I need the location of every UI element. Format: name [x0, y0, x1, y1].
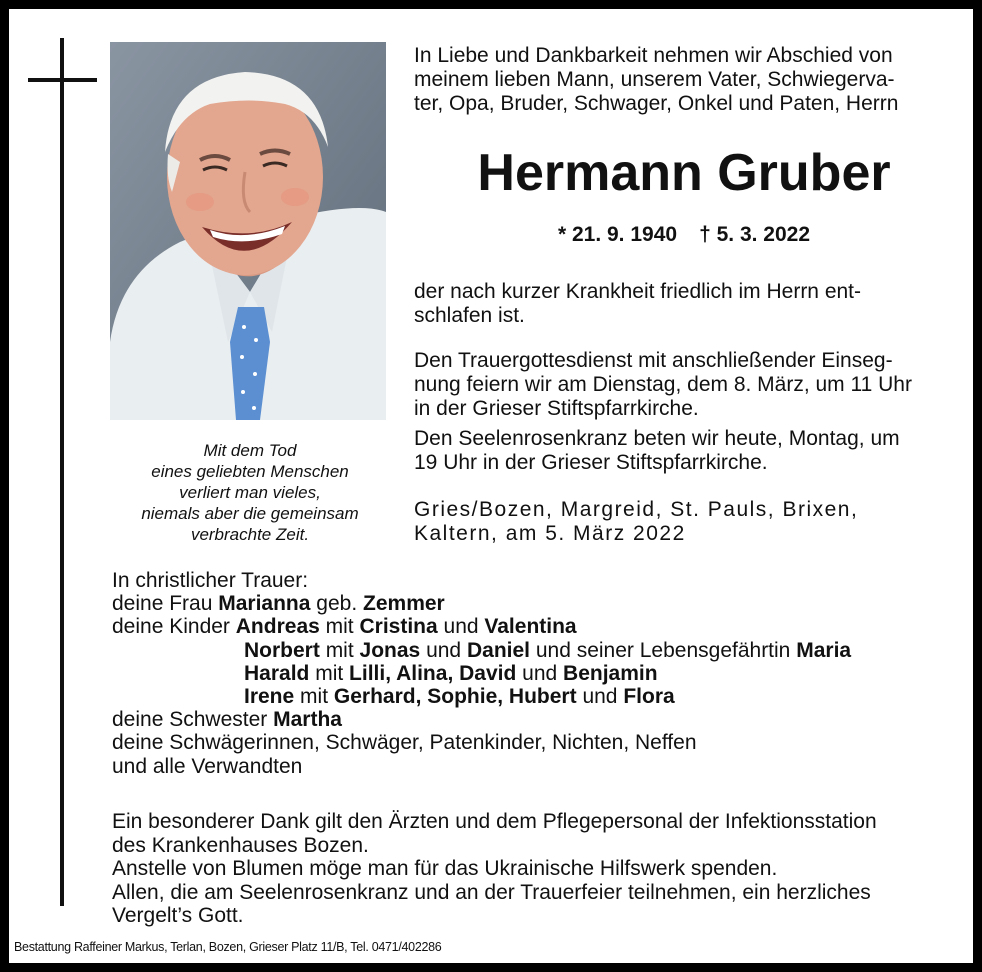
text-line: Kaltern, am 5. März 2022 — [414, 522, 686, 545]
motto-quote — [105, 440, 395, 545]
deceased-name: Hermann Gruber — [477, 144, 891, 202]
text-line: Vergelt’s Gott. — [112, 904, 244, 927]
mourner-name: Zemmer — [363, 592, 445, 616]
text-line: 19 Uhr in der Grieser Stiftspfarrkirche. — [414, 451, 768, 474]
text-line: Gries/Bozen, Margreid, St. Pauls, Brixen, — [414, 498, 859, 521]
relation-text: und seiner Lebensgefährtin — [535, 638, 791, 662]
mourner-name: Gerhard, Sophie, Hubert — [333, 685, 577, 709]
death-date: † 5. 3. 2022 — [699, 223, 811, 246]
text-line: Ein besonderer Dank gilt den Ärzten und dem Pflegepersonal der Infektionsstation — [112, 810, 877, 833]
mourner-name: Valentina — [484, 615, 577, 639]
mourner-relatives: und alle Verwandten — [112, 754, 303, 778]
text-line: Den Trauergottesdienst mit anschließender Einseg- — [414, 349, 893, 372]
relation-text: mit — [300, 685, 329, 709]
text-line: schlafen ist. — [414, 304, 525, 327]
intro-line: In Liebe und Dankbarkeit nehmen wir Abschied von — [414, 44, 893, 67]
relation-text: geb. — [316, 592, 358, 616]
mourner-name: Andreas — [235, 615, 320, 639]
mourner-name: Harald — [244, 661, 310, 685]
mourner-name: Maria — [796, 638, 852, 662]
mourner-wife — [112, 592, 952, 615]
text-line: in der Grieser Stiftspfarrkirche. — [414, 397, 699, 420]
rosary-info — [414, 427, 954, 475]
relation-text: mit — [325, 638, 354, 662]
portrait-photo — [110, 42, 386, 420]
text-line: Den Seelenrosenkranz beten wir heute, Montag, um — [414, 427, 900, 450]
text-line: der nach kurzer Krankheit friedlich im Herrn ent- — [414, 280, 862, 303]
text-line: des Krankenhauses Bozen. — [112, 833, 369, 857]
motto-line: eines geliebten Menschen — [151, 462, 349, 481]
motto-line: verliert man vieles, — [179, 483, 321, 502]
life-dates — [414, 222, 954, 248]
birth-date: * 21. 9. 1940 — [557, 223, 678, 246]
motto-line: Mit dem Tod — [203, 441, 297, 460]
motto-line: niemals aber die gemeinsam — [141, 504, 359, 523]
intro-line: ter, Opa, Bruder, Schwager, Onkel und Paten, Herrn — [414, 92, 899, 115]
mourner-name: Jonas — [359, 638, 421, 662]
mourner-inlaws: deine Schwägerinnen, Schwäger, Patenkinder, Nichten, Neffen — [112, 731, 697, 755]
relation-label: deine Schwester — [112, 708, 268, 732]
place-and-date — [414, 498, 954, 546]
intro-text — [414, 44, 954, 116]
relation-text: mit — [315, 661, 344, 685]
mourner-name: Daniel — [466, 638, 530, 662]
cross-icon — [60, 38, 64, 906]
cross-icon-bar — [28, 78, 97, 82]
relation-text: und — [426, 638, 462, 662]
mourner-children-row — [112, 615, 952, 638]
mourner-name: Norbert — [244, 638, 320, 662]
text-line: nung feiern wir am Dienstag, dem 8. März, um 11 Uhr — [414, 373, 912, 396]
mourners-list — [112, 569, 952, 778]
mourner-children-row — [112, 685, 952, 708]
relation-text: und — [522, 661, 558, 685]
relation-label: deine Frau — [112, 592, 213, 616]
relation-text: und — [582, 685, 618, 709]
relation-text: und — [443, 615, 479, 639]
funeral-home-footer: Bestattung Raffeiner Markus, Terlan, Bozen, Grieser Platz 11/B, Tel. 0471/402286 — [14, 940, 442, 954]
motto-line: verbrachte Zeit. — [190, 525, 310, 544]
mourner-name: Marianna — [218, 592, 311, 616]
mourner-name: Cristina — [359, 615, 438, 639]
thanks-section — [112, 810, 952, 928]
portrait-illustration — [110, 42, 386, 420]
mourners-heading: In christlicher Trauer: — [112, 569, 309, 592]
mourner-name: Irene — [244, 685, 295, 709]
mourner-children-row — [112, 662, 952, 685]
text-line: Anstelle von Blumen möge man für das Ukrainische Hilfswerk spenden. — [112, 857, 778, 880]
relation-label: deine Kinder — [112, 615, 230, 639]
death-note — [414, 280, 954, 328]
mourner-sister — [112, 708, 952, 731]
mourner-name: Flora — [623, 685, 675, 709]
mourner-name: Martha — [273, 708, 342, 732]
relation-text: mit — [325, 615, 354, 639]
intro-line: meinem lieben Mann, unserem Vater, Schwiegerva- — [414, 68, 895, 91]
mourner-name: Benjamin — [563, 661, 658, 685]
mourner-children-row — [112, 639, 952, 662]
funeral-service-info — [414, 349, 954, 421]
mourner-name: Lilli, Alina, David — [349, 661, 517, 685]
text-line: Allen, die am Seelenrosenkranz und an der Trauerfeier teilnehmen, ein herzliches — [112, 880, 871, 904]
